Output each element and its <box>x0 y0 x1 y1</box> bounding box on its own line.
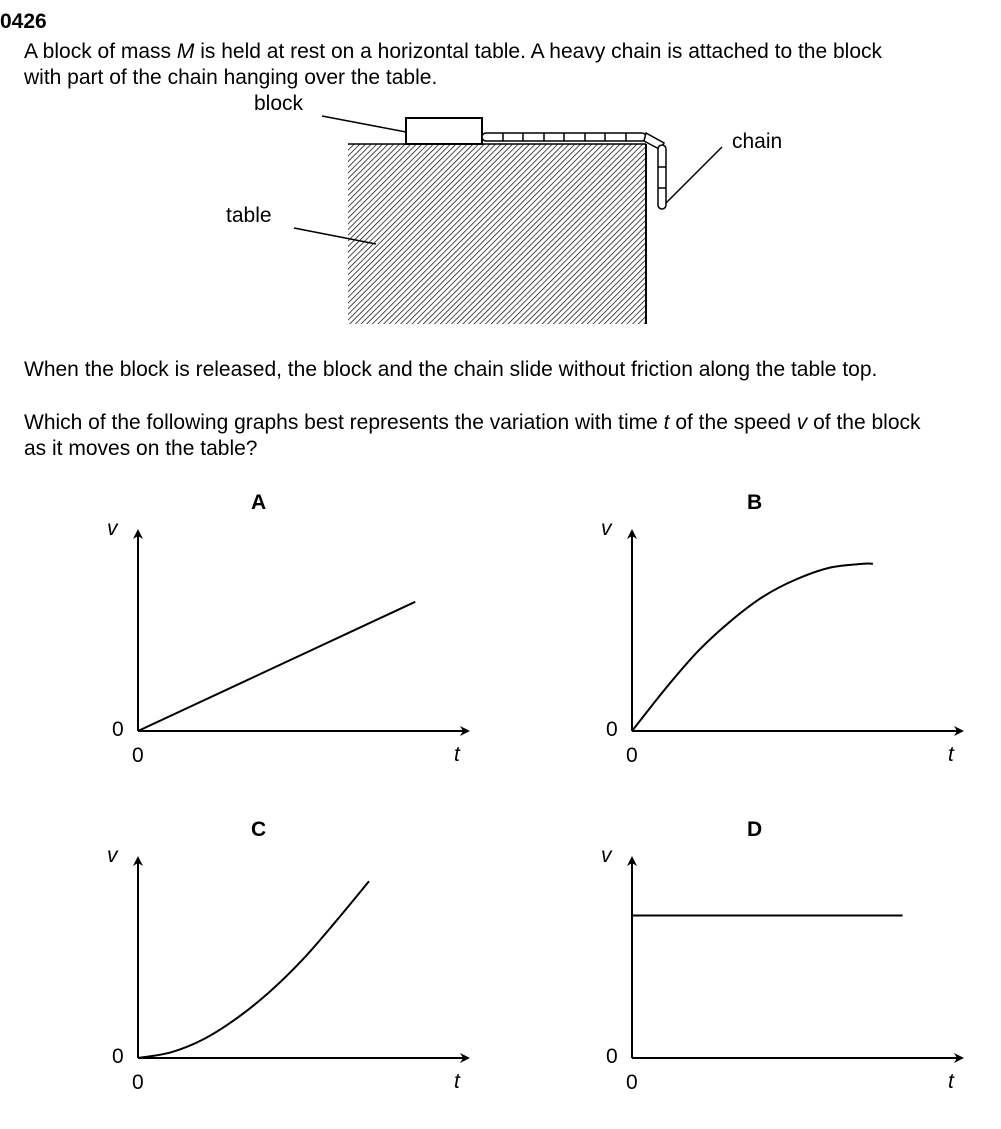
text: of the speed <box>669 411 797 434</box>
graph-b <box>632 531 962 731</box>
curve-b <box>632 564 873 731</box>
graph-c <box>138 858 468 1058</box>
block-label: block <box>254 92 304 115</box>
y-origin-label-b: 0 <box>606 718 618 741</box>
curve-c <box>138 881 369 1058</box>
y-axis-label-c: v <box>107 844 118 867</box>
graph-title-d: D <box>747 818 763 841</box>
graph-d <box>632 858 962 1058</box>
x-origin-label-c: 0 <box>132 1071 144 1094</box>
t-axis-label-c: t <box>454 1070 460 1093</box>
graph-title-a: A <box>251 491 267 514</box>
mass-variable: M <box>176 40 195 63</box>
y-axis-label-b: v <box>601 517 612 540</box>
question-intro-line2: with part of the chain hanging over the table. <box>24 66 438 89</box>
question-prompt-line2: as it moves on the table? <box>24 437 258 460</box>
speed-variable: v <box>796 411 808 434</box>
graph-title-c: C <box>251 818 267 841</box>
x-origin-label-d: 0 <box>626 1071 638 1094</box>
release-statement: When the block is released, the block and the chain slide without friction along the table top. <box>24 358 878 381</box>
question-number: 0426 <box>0 10 47 33</box>
curve-a <box>138 602 415 731</box>
y-axis-label-d: v <box>601 844 612 867</box>
x-origin-label-b: 0 <box>626 744 638 767</box>
text: is held at rest on a horizontal table. A heavy chain is attached to the block <box>194 40 883 63</box>
text: A block of mass <box>24 40 177 63</box>
text: Which of the following graphs best represents the variation with time <box>24 411 664 434</box>
chain-label: chain <box>732 130 783 153</box>
y-origin-label-d: 0 <box>606 1045 618 1068</box>
table-label: table <box>226 204 272 227</box>
graph-a <box>138 531 468 731</box>
graph-title-b: B <box>747 491 763 514</box>
y-origin-label-a: 0 <box>112 718 124 741</box>
y-origin-label-c: 0 <box>112 1045 124 1068</box>
x-origin-label-a: 0 <box>132 744 144 767</box>
time-variable: t <box>663 411 670 434</box>
y-axis-label-a: v <box>107 517 118 540</box>
text: of the block <box>807 411 921 434</box>
t-axis-label-b: t <box>948 743 954 766</box>
t-axis-label-d: t <box>948 1070 954 1093</box>
t-axis-label-a: t <box>454 743 460 766</box>
